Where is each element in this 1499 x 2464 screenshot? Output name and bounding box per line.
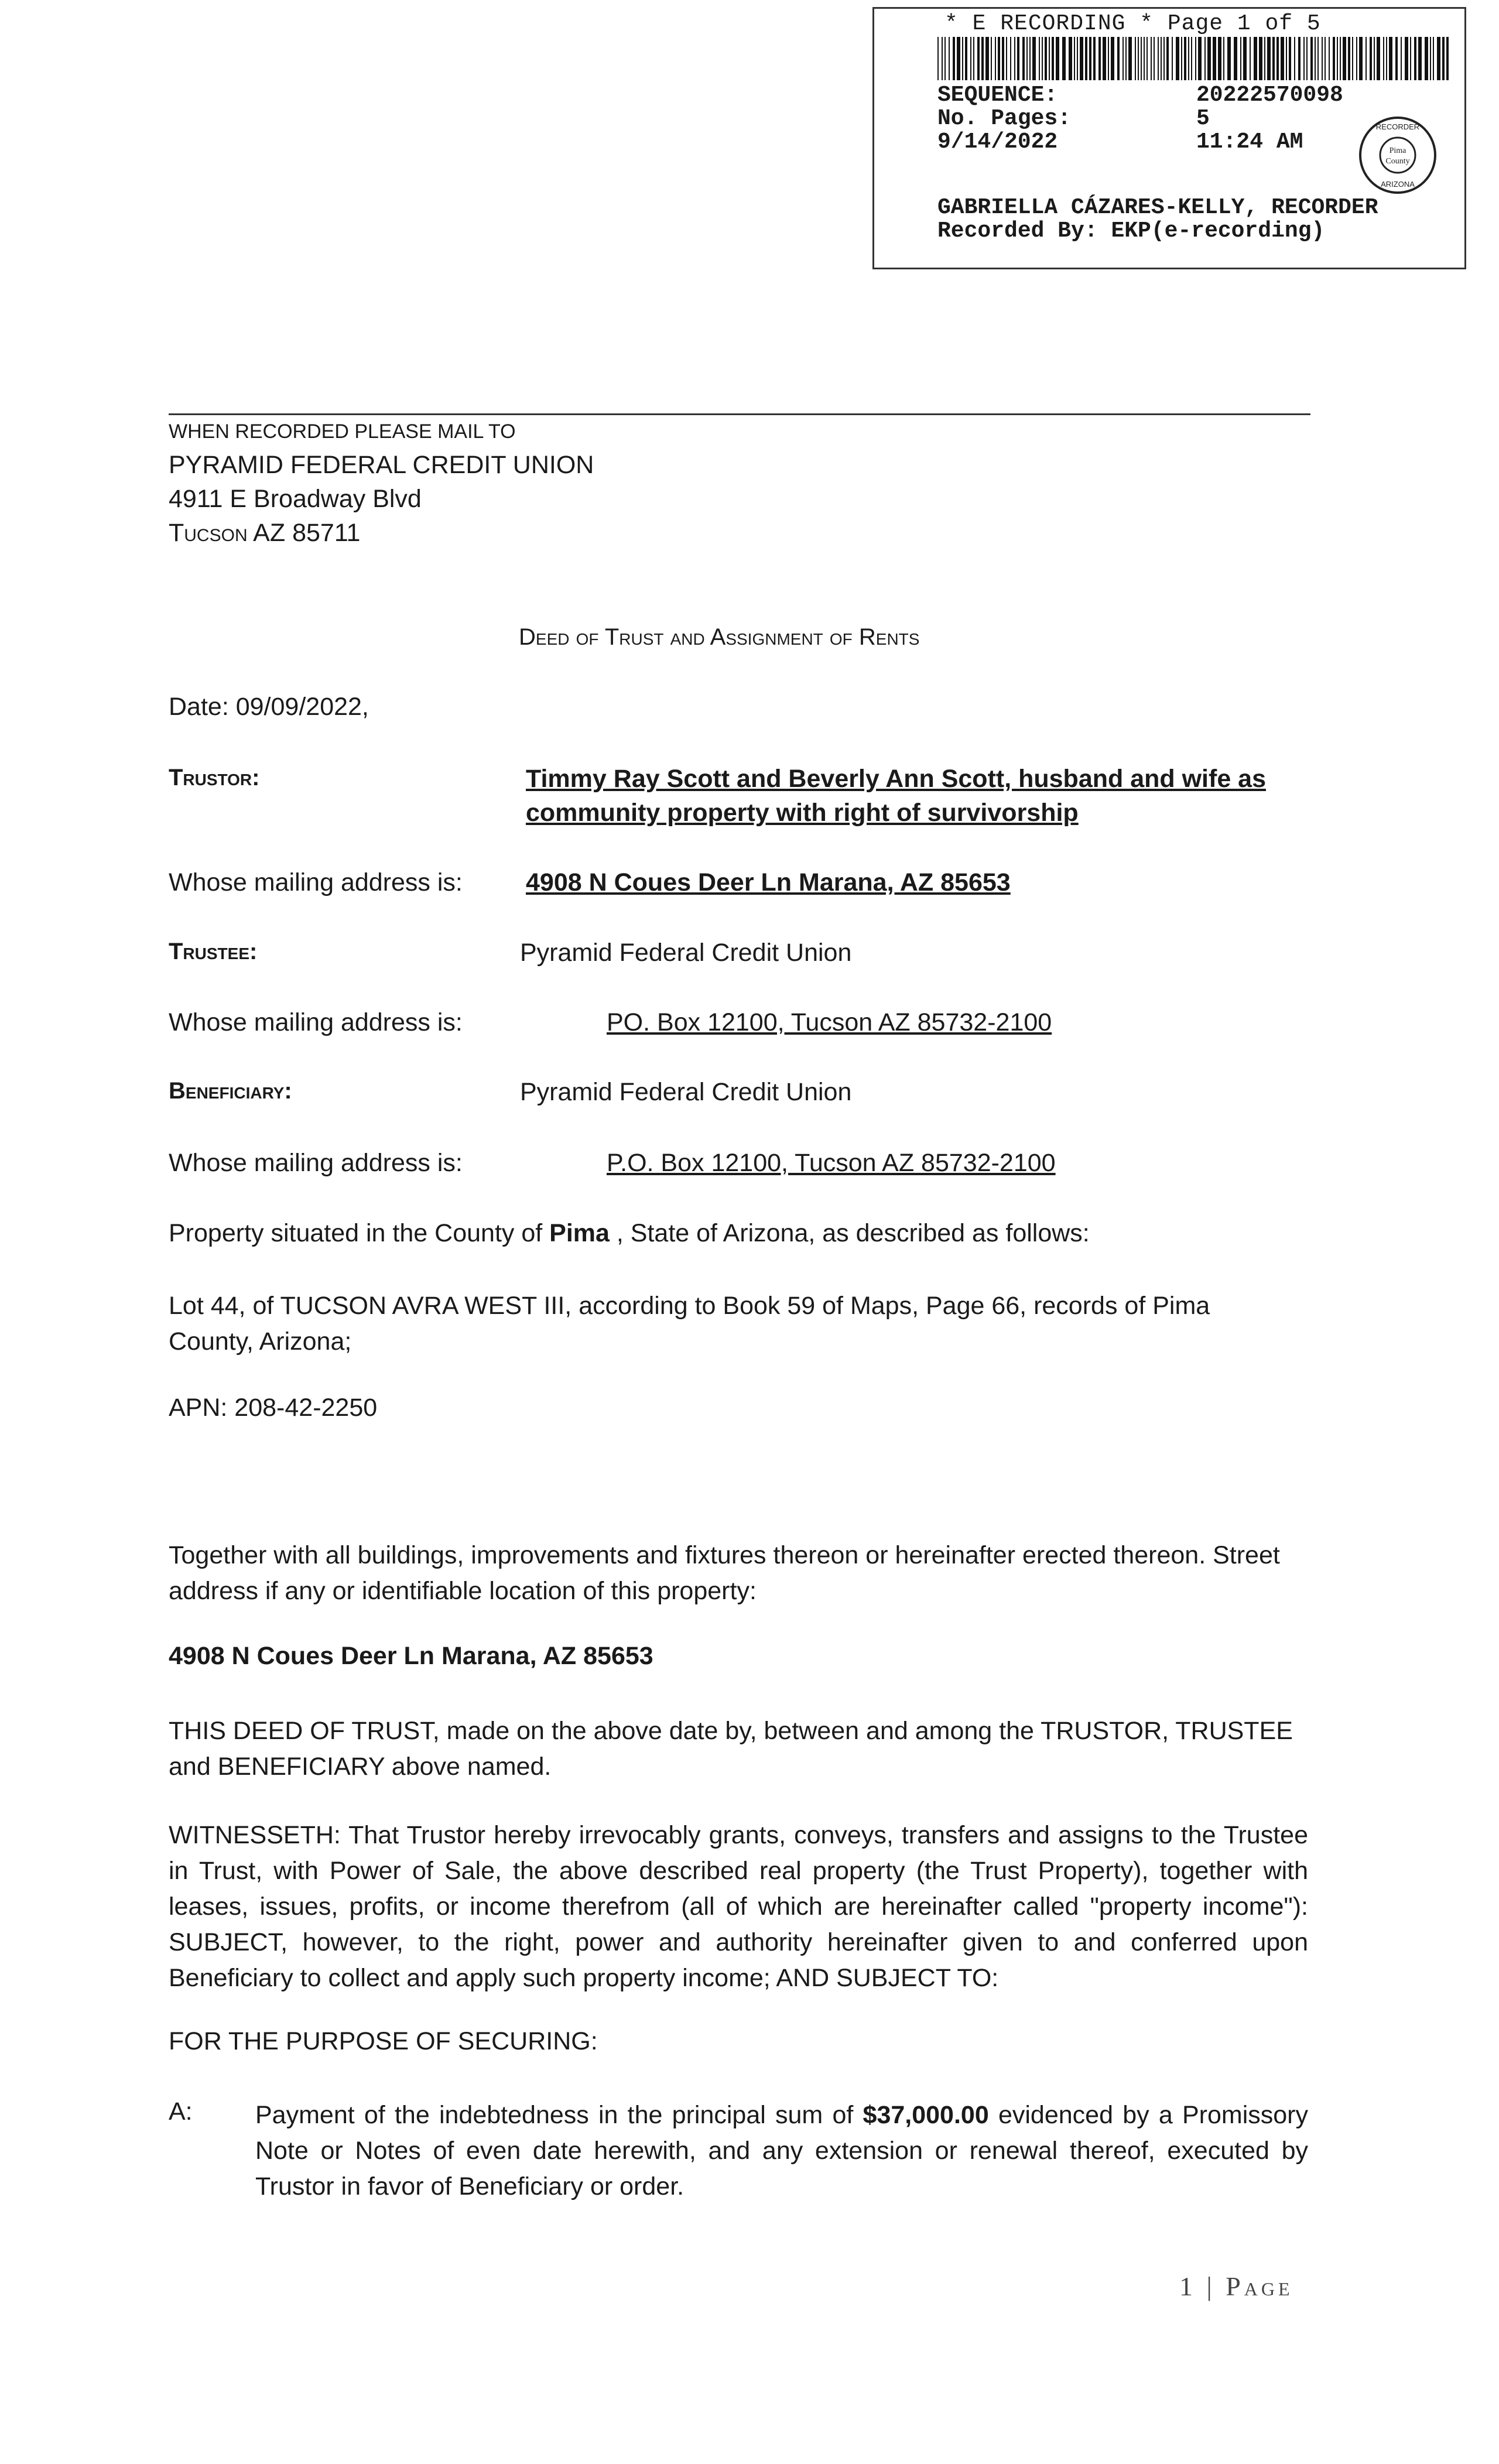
street-address: 4908 N Coues Deer Ln Marana, AZ 85653 <box>169 1642 653 1670</box>
mail-to-city: Tucson AZ 85711 <box>169 519 361 547</box>
recorded-by: Recorded By: EKP(e-recording) <box>937 218 1325 244</box>
recording-date: 9/14/2022 <box>937 129 1058 155</box>
together-clause: Together with all buildings, improvements and fixtures thereon or hereinafter erected thereon. Street address if any or identifiable location of this property: <box>169 1541 1280 1605</box>
property-situated <box>169 1219 1090 1248</box>
pages-label: No. Pages: <box>937 106 1072 131</box>
beneficiary-address: P.O. Box 12100, Tucson AZ 85732-2100 <box>607 1149 1056 1177</box>
situated-text: Property situated in the County of <box>169 1219 550 1247</box>
sequence-label: SEQUENCE: <box>937 83 1058 108</box>
mail-to-name: PYRAMID FEDERAL CREDIT UNION <box>169 451 594 479</box>
apn: APN: 208-42-2250 <box>169 1394 378 1422</box>
svg-text:Pima: Pima <box>1389 146 1406 155</box>
trustor-name-line2: community property with right of survivorship <box>526 799 1079 827</box>
svg-text:County: County <box>1385 157 1410 166</box>
witnesseth-paragraph: WITNESSETH: That Trustor hereby irrevocably grants, conveys, transfers and assigns to the Trustee in Trust, with Power of Sale, the above described real property (the Trust Property), together with leases, issues, profits, or income therefrom (all of which are hereinafter called "property income"): SUBJECT, however, to the right, power and authority hereinafter given to and conferred upon Beneficiary to collect and apply such property income; AND SUBJECT TO: <box>169 1821 1308 1992</box>
trustor-label: Trustor: <box>169 765 260 790</box>
county-name: Pima <box>549 1219 610 1247</box>
sequence-value: 20222570098 <box>1196 83 1343 108</box>
trustee-mailing-label: Whose mailing address is: <box>169 1008 463 1036</box>
barcode <box>937 37 1453 80</box>
situated-text-end: , State of Arizona, as described as follows: <box>609 1219 1090 1247</box>
trustor-address: 4908 N Coues Deer Ln Marana, AZ 85653 <box>526 868 1011 896</box>
item-a-label: A: <box>169 2097 193 2126</box>
document-title: Deed of Trust and Assignment of Rents <box>519 624 920 650</box>
recorder-name: GABRIELLA CÁZARES-KELLY, RECORDER <box>937 195 1378 220</box>
beneficiary-label: Beneficiary: <box>169 1078 292 1104</box>
principal-amount: $37,000.00 <box>863 2101 989 2129</box>
beneficiary-mailing-label: Whose mailing address is: <box>169 1149 463 1177</box>
trustor-mailing-label: Whose mailing address is: <box>169 868 463 896</box>
purpose-heading: FOR THE PURPOSE OF SECURING: <box>169 2027 598 2055</box>
pages-value: 5 <box>1196 106 1210 131</box>
page-footer: 1 | Page <box>1179 2271 1293 2301</box>
stamp-header: * E RECORDING * Page 1 of 5 <box>944 11 1321 36</box>
header-rule <box>169 413 1310 415</box>
recording-stamp <box>872 7 1466 269</box>
beneficiary-name: Pyramid Federal Credit Union <box>520 1078 852 1106</box>
recording-time: 11:24 AM <box>1196 129 1303 155</box>
item-a-text <box>255 2097 1308 2205</box>
legal-description: Lot 44, of TUCSON AVRA WEST III, according to Book 59 of Maps, Page 66, records of Pima County, Arizona; <box>169 1292 1210 1356</box>
svg-text:RECORDER: RECORDER <box>1375 122 1420 131</box>
page-number: 1 <box>1179 2271 1196 2301</box>
trustor-name-line1: Timmy Ray Scott and Beverly Ann Scott, husband and wife as <box>526 765 1267 793</box>
svg-text:ARIZONA: ARIZONA <box>1381 180 1415 189</box>
mail-to-street: 4911 E Broadway Blvd <box>169 485 422 513</box>
page-word: Page <box>1226 2271 1293 2301</box>
deed-paragraph: THIS DEED OF TRUST, made on the above date by, between and among the TRUSTOR, TRUSTEE and BENEFICIARY above named. <box>169 1717 1293 1781</box>
trustee-address: PO. Box 12100, Tucson AZ 85732-2100 <box>607 1008 1052 1036</box>
mail-to-heading: WHEN RECORDED PLEASE MAIL TO <box>169 420 516 443</box>
trustee-name: Pyramid Federal Credit Union <box>520 939 852 967</box>
item-a-pre: Payment of the indebtedness in the principal sum of <box>255 2101 863 2129</box>
date-line: Date: 09/09/2022, <box>169 693 369 721</box>
trustee-label: Trustee: <box>169 939 258 964</box>
item-a-post: evidenced by a Promissory Note or Notes of even date herewith, and any extension or renewal thereof, executed by Trustor in favor of Beneficiary or order. <box>255 2101 1308 2201</box>
county-seal-icon <box>1357 114 1439 196</box>
